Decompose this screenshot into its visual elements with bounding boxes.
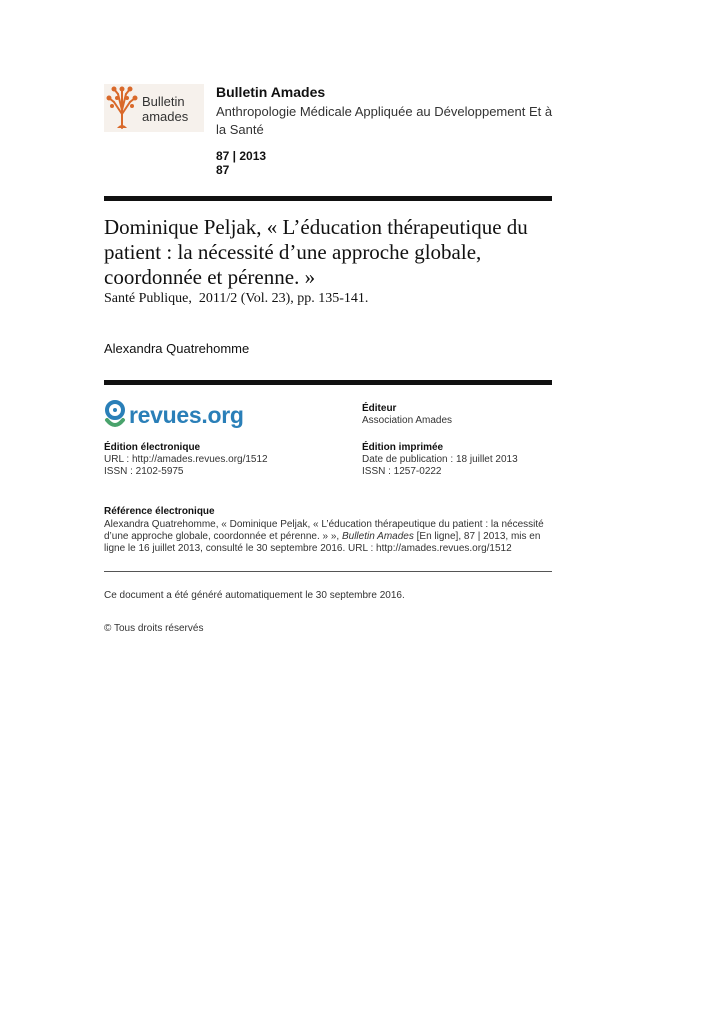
revues-org-logo — [104, 400, 244, 430]
reference-text-after: [En ligne], 87 | 2013, mis en ligne le 16 juillet 2013, consulté le 30 septembre 2016. URL : http://amades.revues.org/1512 — [104, 531, 541, 554]
article-source: Santé Publique, 2011/2 (Vol. 23), pp. 135-141. — [104, 291, 369, 306]
rights-notice: © Tous droits réservés — [104, 623, 204, 634]
print-edition-block — [362, 442, 518, 478]
electronic-reference-text — [104, 519, 552, 555]
svg-text:amades: amades — [142, 109, 189, 124]
bottom-divider — [104, 571, 552, 572]
reference-text-before: Alexandra Quatrehomme, « Dominique Peljak, « L’éducation thérapeutique du patient : la nécessité d’une approche globale, coordonnée et pérenne. » », — [104, 519, 544, 542]
publisher-name: Association Amades — [362, 415, 453, 426]
journal-subtitle: Anthropologie Médicale Appliquée au Développement Et à la Santé — [216, 104, 553, 137]
article-title: Dominique Peljak, « L’éducation thérapeutique du patient : la nécessité d’une approche globale, coordonnée et pérenne. » — [104, 215, 528, 289]
issue-number: 87 — [216, 163, 230, 177]
reference-journal-name: Bulletin Amades — [341, 531, 414, 542]
svg-text:Bulletin: Bulletin — [142, 94, 185, 109]
author-name: Alexandra Quatrehomme — [104, 341, 250, 356]
publisher-block — [362, 403, 452, 427]
tree-logo-icon — [104, 84, 204, 132]
generated-notice: Ce document a été généré automatiquement le 30 septembre 2016. — [104, 590, 405, 601]
electronic-edition-issn: ISSN : 2102-5975 — [104, 466, 184, 477]
top-divider — [104, 196, 552, 201]
bulletin-amades-logo — [104, 84, 204, 132]
middle-divider — [104, 380, 552, 385]
electronic-edition-block — [104, 442, 268, 478]
revues-org-text: revues.org — [129, 401, 244, 428]
electronic-edition-url[interactable]: URL : http://amades.revues.org/1512 — [104, 454, 268, 465]
electronic-edition-label: Édition électronique — [104, 442, 201, 453]
print-edition-label: Édition imprimée — [362, 442, 444, 453]
electronic-reference-block — [104, 506, 552, 555]
journal-title: Bulletin Amades — [216, 84, 326, 100]
print-edition-date: Date de publication : 18 juillet 2013 — [362, 454, 518, 465]
print-edition-issn: ISSN : 1257-0222 — [362, 466, 442, 477]
revues-org-icon — [104, 400, 126, 430]
electronic-reference-label: Référence électronique — [104, 506, 215, 517]
issue-line: 87 | 2013 — [216, 149, 267, 163]
publisher-label: Éditeur — [362, 403, 397, 414]
